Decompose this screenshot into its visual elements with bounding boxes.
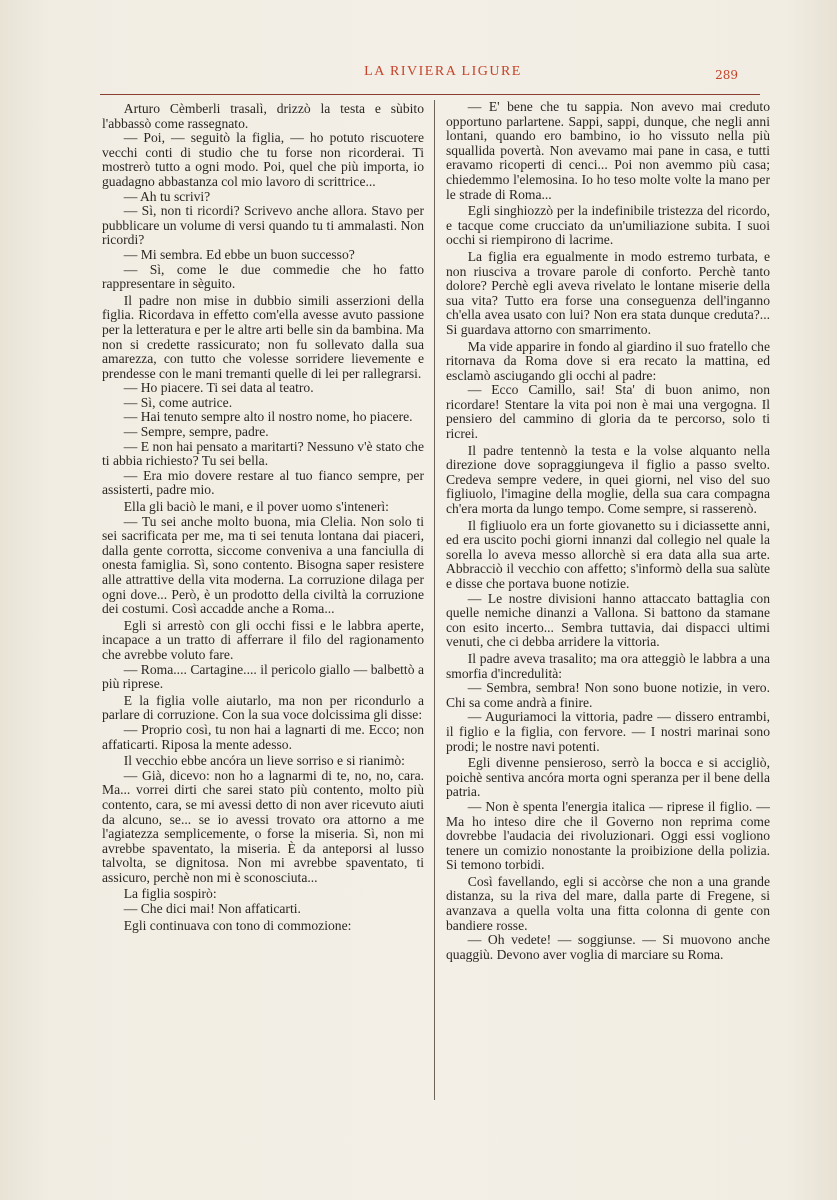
paragraph: — Mi sembra. Ed ebbe un buon successo? <box>123 246 355 262</box>
paragraph: — Proprio così, tu non hai a lagnarti di me. Ecco; non affaticarti. Riposa la mente adesso. <box>102 721 424 752</box>
page-header <box>100 62 760 86</box>
paragraph: Così favellando, egli si accòrse che non a una grande distanza, su la riva del mare, dalla parte di Fregene, si avanzava a quella volta una fitta colonna di gente con bandiere rosse. <box>446 873 770 933</box>
paragraph: Egli si arrestò con gli occhi fissi e le labbra aperte, incapace a un tratto di afferrare il filo del ragionamento che avrebbe voluto fare. <box>102 617 424 662</box>
paragraph: Il padre non mise in dubbio simili asserzioni della figlia. Ricordava in effetto com'ella avesse avuto passione per la letteratura e per le altre arti belle sin da bambina. Ma non si credette rassicurato; non fu sollevato dalla sua amarezza, con tutto che volesse sorridere lievemente e prendesse con le mani tremanti quelle di lei per rallegrarsi. <box>102 292 424 381</box>
paragraph: — Hai tenuto sempre alto il nostro nome, ho piacere. <box>123 409 413 425</box>
paragraph: — Roma.... Cartagine.... il pericolo giallo — balbettò a più riprese. <box>102 661 424 692</box>
right-column <box>446 100 770 1120</box>
paragraph: — Sempre, sempre, padre. <box>123 424 269 440</box>
paragraph: Il padre tentennò la testa e la volse alquanto nella direzione dove sopraggiungeva il figlio a passo svelto. Credeva sempre vedere, in quei giorni, nel viso del suo figliuolo, l'imagine della moglie, della sua cara compagna ch'era morta da lungo tempo. Come sempre, si rasserenò. <box>446 442 770 517</box>
paragraph: Il padre aveva trasalito; ma ora atteggiò le labbra a una smorfia d'incredulità: <box>446 650 770 681</box>
paragraph: — Auguriamoci la vittoria, padre — dissero entrambi, il figlio e la figlia, con fervore. — I nostri marinai sono prodi; le nostre navi potenti. <box>446 709 770 754</box>
paragraph: — Ecco Camillo, sai! Sta' di buon animo, non ricordare! Stentare la vita poi non è mai una vergogna. Il pensiero del cammino di gloria da te percorso, solo ti ricrei. <box>446 382 770 442</box>
paragraph: — E non hai pensato a maritarti? Nessuno v'è stato che ti abbia richiesto? Tu sei bella. <box>102 438 424 469</box>
paragraph: Egli singhiozzò per la indefinibile tristezza del ricordo, e tacque come crucciato da un'umiliazione subita. I suoi occhi si riempirono di lacrime. <box>446 203 770 248</box>
paragraph: La figlia sospirò: <box>123 886 217 902</box>
paragraph: Ma vide apparire in fondo al giardino il suo fratello che ritornava da Roma dove si era recato la mattina, ed esclamò asciugando gli occhi al padre: <box>446 338 770 383</box>
paragraph: — Ah tu scrivi? <box>123 188 211 204</box>
paragraph: — Poi, — seguitò la figlia, — ho potuto riscuotere vecchi conti di studio che tu forse non ricorderai. Ti mostrerò tutto a ogni modo. Poi, quel che più importa, io guadagno abbastanza col mio lavoro di scrittrice... <box>102 130 424 189</box>
paragraph: La figlia era egualmente in modo estremo turbata, e non riusciva a trovare parole di conforto. Perchè tanto dolore? Perchè egli aveva rivelato le lontane miserie della sua vita? Tutto era forse una conseguenza dell'inganno ch'ella avea usato con lui? Non era stata dunque creduta?... Si guardava attorno con smarrimento. <box>446 248 770 337</box>
page-number: 289 <box>715 68 738 82</box>
paragraph: Il vecchio ebbe ancóra un lieve sorriso e si rianimò: <box>123 753 405 769</box>
paragraph: — Ho piacere. Ti sei data al teatro. <box>123 380 314 396</box>
paragraph: — Le nostre divisioni hanno attaccato battaglia con quelle nemiche dinanzi a Vallona. Si battono da stamane con esito incerto... Sembra tuttavia, dai dispacci ultimi venuti, che ci debba arridere la vittoria. <box>446 590 770 650</box>
header-rule <box>100 94 760 95</box>
paragraph: — Già, dicevo: non ho a lagnarmi di te, no, no, cara. Ma... vorrei dirti che sarei stato più contento, molto più contento, cara, se mi avessi detto di non aver ricevuto aiuti da alcuno, se... se io avessi trovato ora attorno a me l'agiatezza semplicemente, o forse la miseria. Sì, non mi avrebbe spaventato, la miseria. È da anteporsi al lusso talvolta, se dignitosa. Non mi avrebbe spaventato, ti assicuro, perchè non mi è sconosciuta... <box>102 767 424 885</box>
paragraph: — Oh vedete! — soggiunse. — Si muovono anche quaggiù. Devono aver voglia di marciare su Roma. <box>446 932 770 962</box>
paragraph: — Era mio dovere restare al tuo fianco sempre, per assisterti, padre mio. <box>102 467 424 498</box>
paragraph: Egli continuava con tono di commozione: <box>123 917 352 933</box>
running-title: LA RIVIERA LIGURE <box>364 64 522 79</box>
paragraph: — Sembra, sembra! Non sono buone notizie, in vero. Chi sa come andrà a finire. <box>446 680 770 710</box>
paragraph: — Tu sei anche molto buona, mia Clelia. Non solo ti sei sacrificata per me, ma ti sei tenuta lontana dai piaceri, dalla gente corrotta, siccome conveniva a una fanciulla di onesta famiglia. Sì, sono contento. Bisogna saper resistere alle attrattive della vita moderna. La corruzione dilaga per ogni dove... Però, è un prodotto della civiltà la corruzione dei costumi. Così accadde anche a Roma... <box>102 513 424 617</box>
paragraph: — Sì, come autrice. <box>123 394 233 410</box>
paragraph: Il figliuolo era un forte giovanetto su i diciassette anni, ed era uscito pochi giorni innanzi dal collegio nel quale la sorella lo aveva messo allorchè si era data alla sua arte. Abbracciò il vecchio con affetto; s'informò della sua salùte e disse che portava buone notizie. <box>446 517 770 591</box>
paragraph: E la figlia volle aiutarlo, ma non per ricondurlo a parlare di corruzione. Con la sua voce dolcissima gli disse: <box>102 692 424 723</box>
left-column <box>102 100 424 1120</box>
paragraph: — Sì, come le due commedie che ho fatto rappresentare in sèguito. <box>102 261 424 292</box>
paragraph: — Non è spenta l'energia italica — riprese il figlio. — Ma ho inteso dire che il Governo non reprima come dovrebbe l'audacia dei rivoluzionari. Oggi essi vogliono tenere un comizio nonostante la proibizione della polizia. Si temono torbidi. <box>446 798 770 873</box>
paragraph: — E' bene che tu sappia. Non avevo mai creduto opportuno parlartene. Sappi, sappi, dunque, che negli anni lontani, quando ero bambino, io ho vissuto nella più squallida povertà. Non avevamo mai pane in casa, e tutti eravamo ricoperti di cenci... Poi non avemmo più casa; chiedemmo l'elemosina. Io ho teso molte volte la mano per le strade di Roma... <box>446 100 770 202</box>
column-divider <box>434 100 435 1100</box>
paragraph: Arturo Cèmberli trasalì, drizzò la testa e sùbito l'abbassò come rassegnato. <box>102 101 424 131</box>
paragraph: Egli divenne pensieroso, serrò la bocca e si accigliò, poichè sentiva ancóra morta ogni speranza per il bene della patria. <box>446 755 770 800</box>
paragraph: Ella gli baciò le mani, e il pover uomo s'intenerì: <box>123 499 389 515</box>
paragraph: — Che dici mai! Non affaticarti. <box>123 901 301 917</box>
paragraph: — Sì, non ti ricordi? Scrivevo anche allora. Stavo per pubblicare un volume di versi quando tu ti ammalasti. Non ricordi? <box>102 203 424 248</box>
